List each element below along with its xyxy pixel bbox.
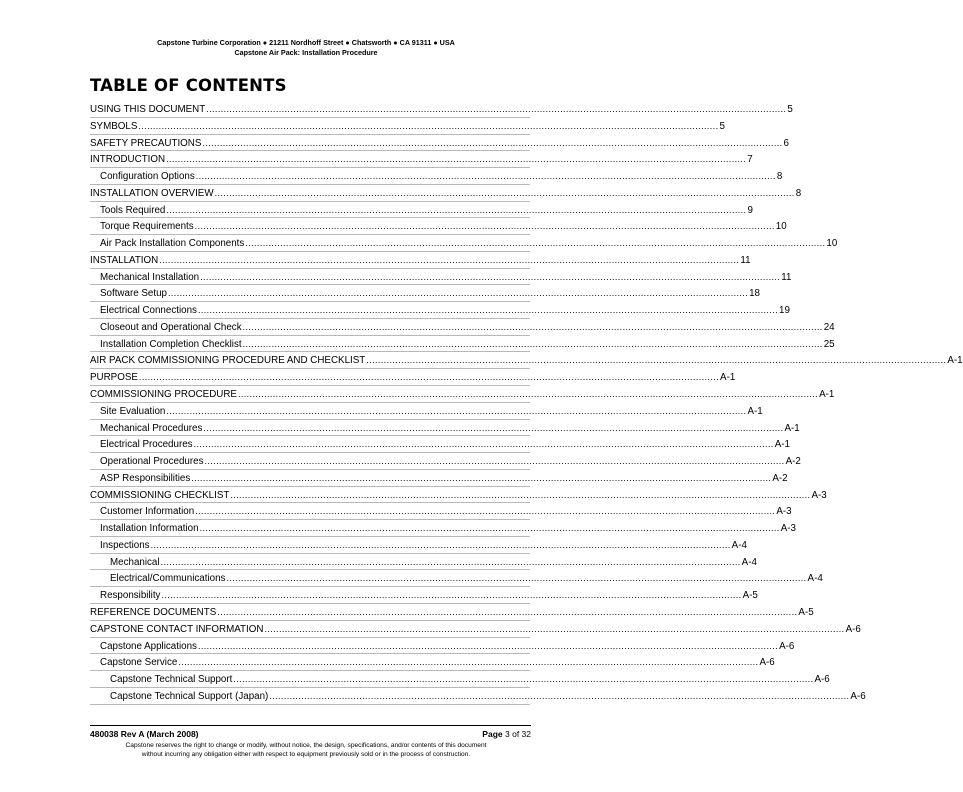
toc-entry[interactable] — [90, 118, 725, 135]
toc-entry-page: 24 — [823, 321, 835, 333]
toc-entry-page: A-3 — [776, 506, 792, 518]
toc-entry-label: USING THIS DOCUMENT — [90, 104, 206, 115]
toc-entry-page: A-3 — [811, 489, 827, 501]
toc-dot-leader: ........................................................................................................................................................................................................ — [200, 271, 781, 282]
toc-entry[interactable] — [90, 352, 963, 369]
toc-entry-page: A-6 — [850, 690, 866, 702]
toc-entry-page: 5 — [787, 104, 793, 115]
toc-entry-page: 18 — [749, 288, 761, 300]
toc-entry[interactable] — [90, 202, 753, 219]
toc-dot-leader: ........................................................................................................................................................................................................ — [264, 623, 845, 634]
toc-dot-leader: ........................................................................................................................................................................................................ — [237, 389, 819, 400]
page-header — [0, 38, 612, 57]
toc-entry-page: 8 — [795, 187, 802, 199]
footer-page-count: 3 of 32 — [505, 729, 531, 739]
toc-entry-label: Inspections — [100, 539, 150, 551]
toc-dot-leader: ........................................................................................................................................................................................................ — [203, 422, 784, 433]
toc-entry[interactable] — [90, 252, 751, 269]
toc-dot-leader: ........................................................................................................................................................................................................ — [168, 288, 749, 299]
toc-entry[interactable] — [90, 453, 801, 470]
toc-entry[interactable] — [90, 302, 790, 319]
toc-entry-label: CAPSTONE CONTACT INFORMATION — [90, 623, 264, 635]
toc-entry[interactable] — [90, 688, 866, 705]
toc-entry-label: Tools Required — [100, 204, 166, 216]
toc-dot-leader: ........................................................................................................................................................................................................ — [160, 556, 741, 567]
toc-entry[interactable] — [90, 604, 814, 621]
table-of-contents — [90, 101, 963, 705]
toc-entry-label: COMMISSIONING CHECKLIST — [90, 489, 230, 501]
toc-entry-label: Responsibility — [100, 590, 161, 602]
toc-dot-leader: ........................................................................................................................................................................................................ — [195, 506, 776, 517]
toc-entry-label: Capstone Service — [100, 657, 178, 669]
toc-entry-label: REFERENCE DOCUMENTS — [90, 606, 217, 618]
toc-entry-label: Air Pack Installation Components — [100, 238, 245, 250]
toc-entry-label: Installation Information — [100, 523, 199, 535]
toc-dot-leader: ........................................................................................................................................................................................................ — [166, 405, 747, 416]
page-title: TABLE OF CONTENTS — [90, 76, 287, 95]
toc-entry-page: A-1 — [747, 405, 763, 417]
toc-dot-leader: ........................................................................................................................................................................................................ — [138, 372, 720, 383]
toc-entry-label: INTRODUCTION — [90, 154, 166, 166]
toc-entry-label: Installation Completion Checklist — [100, 338, 242, 350]
toc-entry-label: Capstone Technical Support (Japan) — [110, 690, 269, 702]
toc-entry[interactable] — [90, 621, 861, 638]
toc-entry-label: PURPOSE — [90, 372, 138, 384]
footer-disclaimer-line2: without incurring any obligation either with respect to equipment previously sold or in the process of construction. — [141, 750, 471, 758]
toc-entry-label: SYMBOLS — [90, 120, 138, 132]
toc-dot-leader: ........................................................................................................................................................................................................ — [166, 204, 747, 215]
toc-entry-page: A-5 — [798, 606, 814, 618]
toc-dot-leader: ........................................................................................................................................................................................................ — [226, 573, 807, 584]
toc-entry[interactable] — [90, 101, 793, 118]
toc-entry[interactable] — [90, 570, 823, 587]
toc-dot-leader: ........................................................................................................................................................................................................ — [195, 171, 776, 182]
toc-entry-label: INSTALLATION — [90, 254, 159, 266]
toc-dot-leader: ........................................................................................................................................................................................................ — [159, 254, 740, 265]
toc-entry-page: 9 — [747, 204, 753, 216]
toc-entry[interactable] — [90, 285, 761, 302]
toc-entry-label: AIR PACK COMMISSIONING PROCEDURE AND CHECKLIST — [90, 355, 366, 367]
toc-dot-leader: ........................................................................................................................................................................................................ — [233, 674, 814, 685]
toc-entry-page: 7 — [747, 154, 753, 166]
toc-entry[interactable] — [90, 319, 835, 336]
toc-dot-leader: ........................................................................................................................................................................................................ — [178, 657, 759, 668]
toc-dot-leader: ........................................................................................................................................................................................................ — [214, 187, 795, 198]
toc-entry-page: 10 — [775, 221, 787, 233]
toc-entry-label: Configuration Options — [100, 171, 195, 183]
footer-disclaimer — [60, 742, 552, 760]
footer-disclaimer-line1: Capstone reserves the right to change or modify, without notice, the design, specifications, and/or contents of this document — [125, 742, 487, 749]
toc-entry-page: 11 — [740, 254, 751, 266]
footer-page-number — [482, 729, 531, 739]
header-company-address: Capstone Turbine Corporation ● 21211 Nordhoff Street ● Chatsworth ● CA 91311 ● USA — [157, 38, 455, 47]
toc-entry-page: A-6 — [814, 674, 830, 686]
toc-entry-page: A-1 — [947, 355, 963, 367]
footer-page-word: Page — [482, 729, 503, 739]
toc-entry-page: 25 — [823, 338, 835, 350]
toc-dot-leader: ........................................................................................................................................................................................................ — [242, 338, 823, 349]
toc-entry[interactable] — [90, 520, 796, 537]
toc-entry-page: A-1 — [819, 389, 835, 401]
toc-entry-label: Site Evaluation — [100, 405, 166, 417]
toc-dot-leader: ........................................................................................................................................................................................................ — [366, 355, 947, 366]
toc-entry-label: Electrical Procedures — [100, 439, 193, 451]
toc-entry-page: 5 — [719, 120, 725, 132]
toc-entry-page: A-2 — [772, 472, 788, 484]
toc-entry[interactable] — [90, 269, 792, 286]
toc-entry-label: Closeout and Operational Check — [100, 321, 242, 333]
toc-entry-page: A-1 — [784, 422, 800, 434]
toc-entry[interactable] — [90, 403, 763, 420]
toc-entry-label: Mechanical Procedures — [100, 422, 203, 434]
toc-entry-label: Mechanical Installation — [100, 271, 200, 283]
toc-dot-leader: ........................................................................................................................................................................................................ — [202, 137, 783, 148]
toc-entry-page: 10 — [826, 238, 838, 250]
toc-entry[interactable] — [90, 654, 775, 671]
toc-entry-label: INSTALLATION OVERVIEW — [90, 187, 214, 199]
toc-dot-leader: ........................................................................................................................................................................................................ — [150, 539, 731, 550]
toc-entry-page: A-1 — [774, 439, 790, 451]
toc-entry-label: Capstone Technical Support — [110, 674, 233, 686]
toc-entry-page: A-4 — [807, 573, 823, 585]
toc-dot-leader: ........................................................................................................................................................................................................ — [138, 120, 719, 131]
toc-entry[interactable] — [90, 587, 758, 604]
toc-entry-label: Torque Requirements — [100, 221, 194, 233]
toc-dot-leader: ........................................................................................................................................................................................................ — [269, 690, 850, 701]
toc-dot-leader: ........................................................................................................................................................................................................ — [161, 590, 742, 601]
header-document-title: Capstone Air Pack: Installation Procedure — [234, 47, 378, 57]
toc-entry-page: A-5 — [742, 590, 758, 602]
toc-entry[interactable] — [90, 503, 792, 520]
toc-dot-leader: ........................................................................................................................................................................................................ — [197, 640, 779, 651]
toc-entry-page: A-4 — [741, 556, 757, 568]
toc-dot-leader: ........................................................................................................................................................................................................ — [166, 154, 747, 165]
toc-entry[interactable] — [90, 554, 757, 571]
toc-entry-page: A-4 — [731, 539, 747, 551]
toc-entry-page: 11 — [781, 271, 792, 283]
toc-dot-leader: ........................................................................................................................................................................................................ — [217, 606, 798, 617]
toc-entry[interactable] — [90, 671, 830, 688]
toc-dot-leader: ........................................................................................................................................................................................................ — [204, 456, 785, 467]
toc-entry-label: SAFETY PRECAUTIONS — [90, 137, 202, 149]
toc-entry-label: Operational Procedures — [100, 456, 204, 468]
toc-entry[interactable] — [90, 218, 787, 235]
toc-dot-leader: ........................................................................................................................................................................................................ — [230, 489, 811, 500]
toc-entry[interactable] — [90, 168, 783, 185]
toc-entry[interactable] — [90, 135, 789, 152]
toc-entry-label: ASP Responsibilities — [100, 472, 191, 484]
toc-entry[interactable] — [90, 369, 736, 386]
toc-entry-page: A-6 — [845, 623, 861, 635]
toc-entry-label: Electrical Connections — [100, 305, 197, 317]
toc-entry[interactable] — [90, 537, 747, 554]
toc-entry-page: 19 — [779, 305, 790, 317]
toc-dot-leader: ........................................................................................................................................................................................................ — [193, 439, 774, 450]
toc-dot-leader: ........................................................................................................................................................................................................ — [242, 321, 823, 332]
toc-entry[interactable] — [90, 185, 802, 202]
toc-entry[interactable] — [90, 638, 795, 655]
footer-document-id: 480038 Rev A (March 2008) — [90, 729, 199, 739]
toc-entry[interactable] — [90, 151, 753, 168]
toc-entry-page: 8 — [776, 171, 783, 183]
toc-entry-page: A-2 — [785, 456, 801, 468]
toc-dot-leader: ........................................................................................................................................................................................................ — [245, 238, 826, 249]
toc-entry-label: Electrical/Communications — [110, 573, 226, 585]
toc-entry-label: COMMISSIONING PROCEDURE — [90, 389, 237, 401]
toc-entry[interactable] — [90, 420, 800, 437]
toc-entry-page: 6 — [783, 137, 789, 149]
toc-dot-leader: ........................................................................................................................................................................................................ — [199, 523, 780, 534]
toc-entry-label: Customer Information — [100, 506, 195, 518]
footer-divider — [90, 725, 531, 726]
toc-entry-label: Mechanical — [110, 556, 160, 568]
toc-entry-page: A-6 — [759, 657, 775, 669]
toc-entry[interactable] — [90, 436, 790, 453]
toc-dot-leader: ........................................................................................................................................................................................................ — [194, 221, 775, 232]
toc-entry[interactable] — [90, 470, 788, 487]
toc-entry[interactable] — [90, 336, 835, 353]
toc-dot-leader: ........................................................................................................................................................................................................ — [191, 472, 772, 483]
toc-entry[interactable] — [90, 386, 835, 403]
toc-entry[interactable] — [90, 487, 827, 504]
toc-entry-label: Capstone Applications — [100, 640, 197, 652]
toc-entry-label: Software Setup — [100, 288, 167, 300]
toc-dot-leader: ........................................................................................................................................................................................................ — [197, 305, 779, 316]
toc-entry[interactable] — [90, 235, 838, 252]
toc-entry-page: A-1 — [720, 372, 736, 384]
toc-entry-page: A-3 — [780, 523, 796, 535]
toc-dot-leader: ........................................................................................................................................................................................................ — [206, 104, 787, 114]
toc-entry-page: A-6 — [779, 640, 795, 652]
